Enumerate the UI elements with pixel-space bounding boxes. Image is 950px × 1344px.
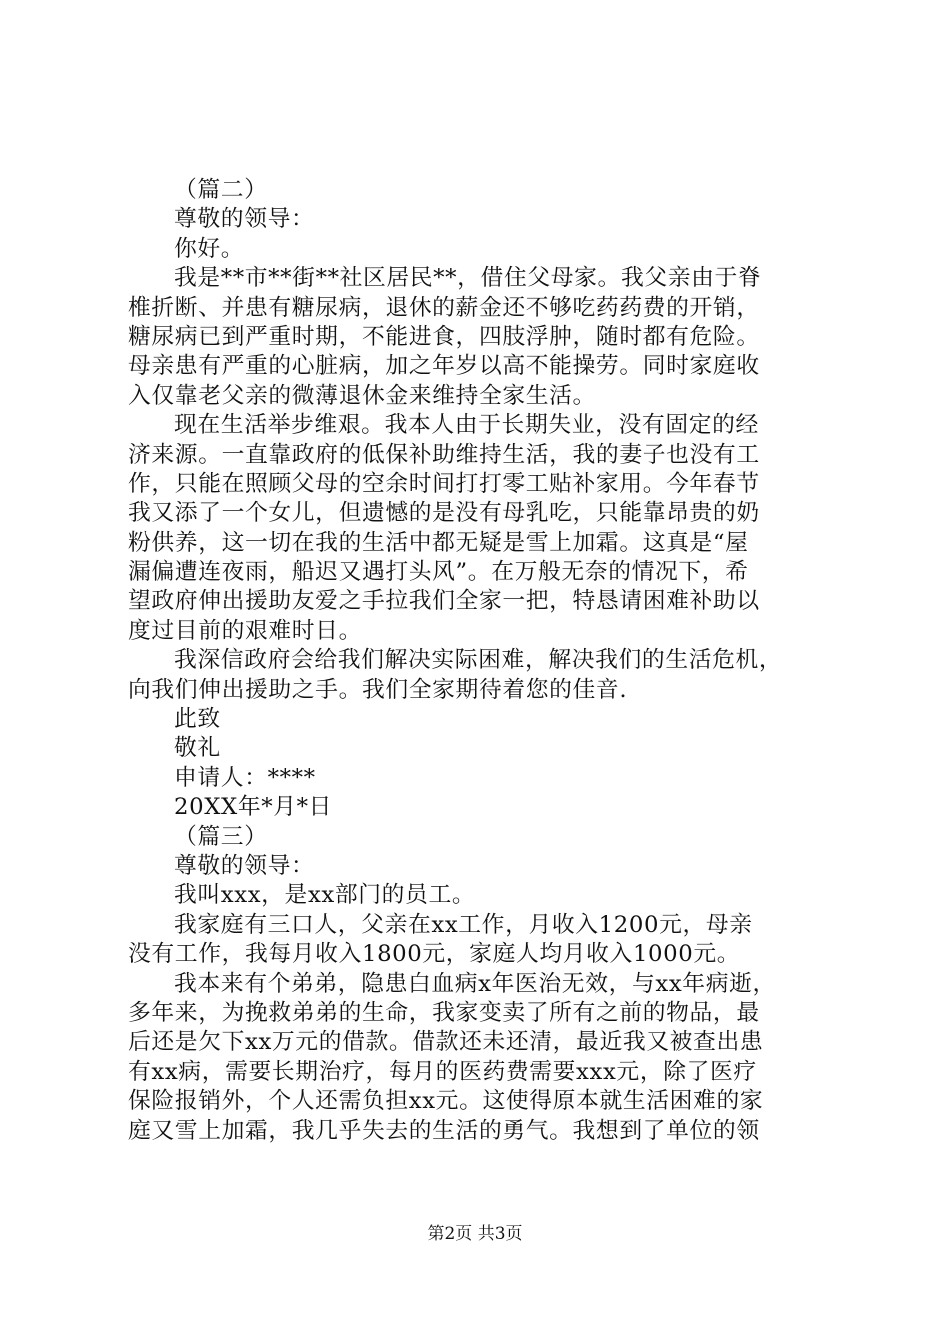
- document-body: [128, 176, 828, 1146]
- text-line: 20XX年*月*日: [174, 794, 333, 821]
- text-line: 敬礼: [174, 735, 221, 762]
- page-footer: 第2页 共3页: [427, 1224, 523, 1244]
- text-line: 入仅靠老父亲的微薄退休金来维持全家生活。: [128, 382, 596, 409]
- text-line: 我是**市**街**社区居民**，借住父母家。我父亲由于脊: [174, 265, 762, 292]
- text-line: 尊敬的领导：: [174, 852, 315, 879]
- text-line: 后还是欠下xx万元的借款。借款还未还清，最近我又被查出患: [128, 1029, 764, 1056]
- text-line: 作，只能在照顾父母的空余时间打打零工贴补家用。今年春节: [128, 470, 760, 497]
- text-line: （篇二）: [174, 177, 268, 203]
- text-line: 我家庭有三口人，父亲在xx工作，月收入1200元，母亲: [174, 911, 753, 938]
- text-line: （篇三）: [174, 823, 268, 850]
- text-line: 申请人：****: [174, 764, 316, 791]
- text-line: 我深信政府会给我们解决实际困难，解决我们的生活危机，: [174, 647, 783, 674]
- text-line: 尊敬的领导：: [174, 206, 315, 233]
- text-line: 我又添了一个女儿，但遗憾的是没有母乳吃，只能靠昂贵的奶: [128, 500, 760, 527]
- text-line: 没有工作，我每月收入1800元，家庭人均月收入1000元。: [128, 941, 741, 968]
- text-line: 漏偏遭连夜雨，船迟又遇打头风”。在万般无奈的情况下，希: [128, 559, 749, 586]
- text-line: 我本来有个弟弟，隐患白血病x年医治无效，与xx年病逝，: [174, 970, 776, 997]
- text-line: 庭又雪上加霜，我几乎失去的生活的勇气。我想到了单位的领: [128, 1117, 760, 1144]
- text-line: 有xx病，需要长期治疗，每月的医药费需要xxx元，除了医疗: [128, 1058, 757, 1085]
- text-line: 保险报销外，个人还需负担xx元。这使得原本就生活困难的家: [128, 1088, 764, 1115]
- text-line: 多年来，为挽救弟弟的生命，我家变卖了所有之前的物品，最: [128, 999, 760, 1026]
- text-line: 我叫xxx，是xx部门的员工。: [174, 882, 476, 909]
- text-line: 济来源。一直靠政府的低保补助维持生活，我的妻子也没有工: [128, 441, 760, 468]
- text-line: 此致: [174, 706, 221, 733]
- text-line: 度过目前的艰难时日。: [128, 617, 362, 644]
- text-line: 向我们伸出援助之手。我们全家期待着您的佳音.: [128, 676, 628, 703]
- text-line: 糖尿病已到严重时期，不能进食，四肢浮肿，随时都有危险。: [128, 323, 760, 350]
- text-line: 粉供养，这一切在我的生活中都无疑是雪上加霜。这真是“屋: [128, 529, 749, 556]
- text-line: 现在生活举步维艰。我本人由于长期失业，没有固定的经: [174, 412, 759, 439]
- text-line: 你好。: [174, 235, 245, 262]
- text-line: 椎折断、并患有糖尿病，退休的薪金还不够吃药药费的开销，: [128, 294, 760, 321]
- text-line: 母亲患有严重的心脏病，加之年岁以高不能操劳。同时家庭收: [128, 353, 760, 380]
- text-line: 望政府伸出援助友爱之手拉我们全家一把，特恳请困难补助以: [128, 588, 760, 615]
